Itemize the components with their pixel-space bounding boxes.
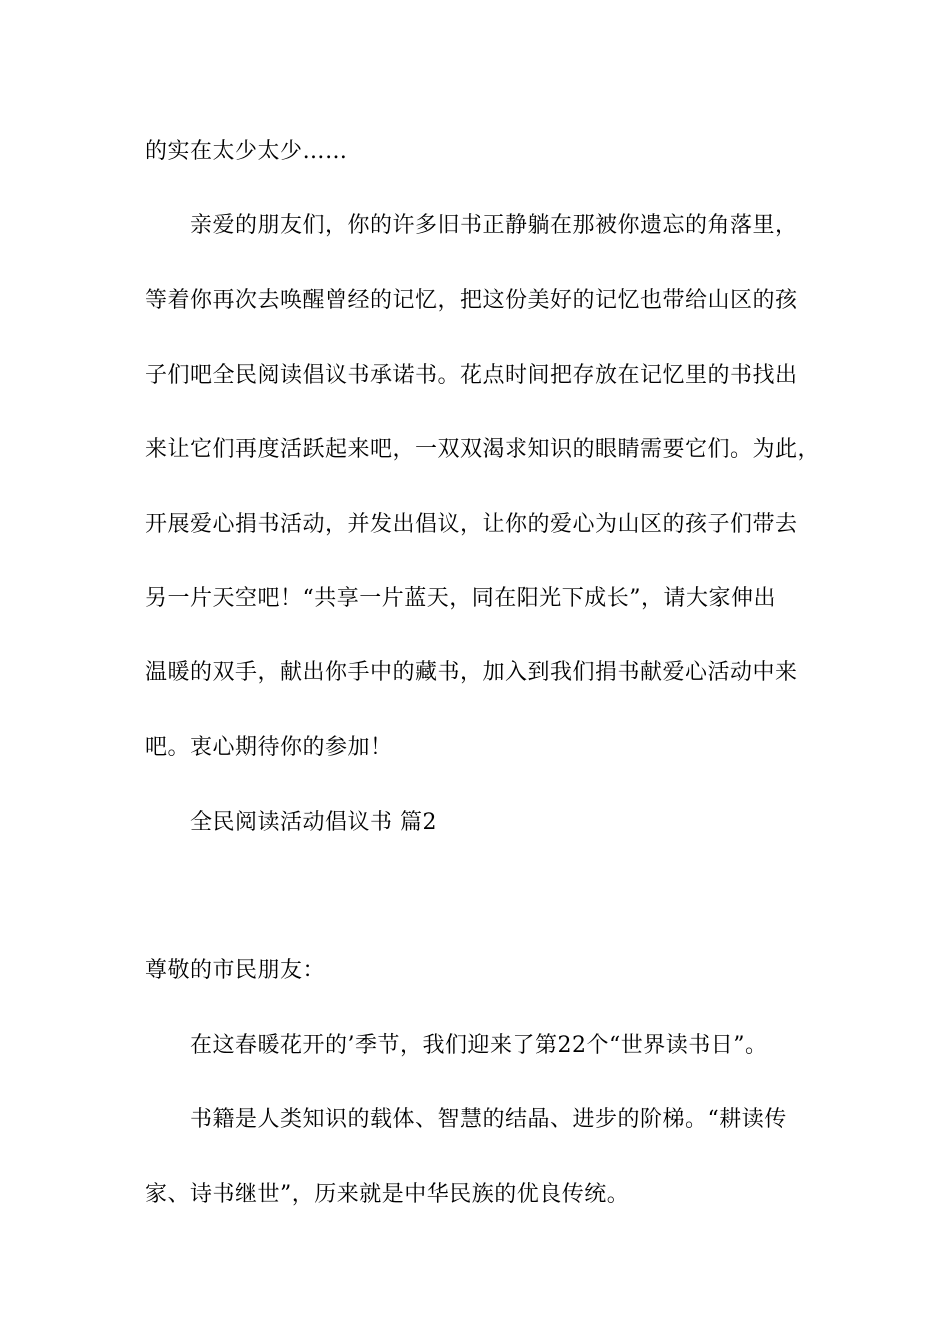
paragraph-line: 在这春暖花开的’季节，我们迎来了第22个“世界读书日”。 — [190, 1033, 768, 1058]
paragraph-line: 等着你再次去唤醒曾经的记忆，把这份美好的记忆也带给山区的孩 — [145, 288, 798, 313]
paragraph-line: 另一片天空吧！“共享一片蓝天，同在阳光下成长”，请大家伸出 — [145, 586, 776, 611]
paragraph-line: 开展爱心捐书活动，并发出倡议，让你的爱心为山区的孩子们带去 — [145, 512, 798, 537]
paragraph-line: 亲爱的朋友们，你的许多旧书正静躺在那被你遗忘的角落里， — [190, 213, 798, 238]
paragraph-line: 来让它们再度活跃起来吧，一双双渴求知识的眼睛需要它们。为此， — [145, 437, 821, 462]
paragraph-line: 家、诗书继世”，历来就是中华民族的优良传统。 — [145, 1182, 630, 1207]
salutation: 尊敬的市民朋友： — [145, 958, 326, 983]
paragraph-line: 吧。衷心期待你的参加！ — [145, 735, 393, 760]
paragraph-line: 书籍是人类知识的载体、智慧的结晶、进步的阶梯。“耕读传 — [190, 1107, 787, 1132]
paragraph-line: 子们吧全民阅读倡议书承诺书。花点时间把存放在记忆里的书找出 — [145, 363, 798, 388]
paragraph-line: 温暖的双手，献出你手中的藏书，加入到我们捐书献爱心活动中来 — [145, 660, 798, 685]
section-heading: 全民阅读活动倡议书 篇2 — [190, 810, 437, 835]
paragraph-line: 的实在太少太少…… — [145, 139, 348, 164]
